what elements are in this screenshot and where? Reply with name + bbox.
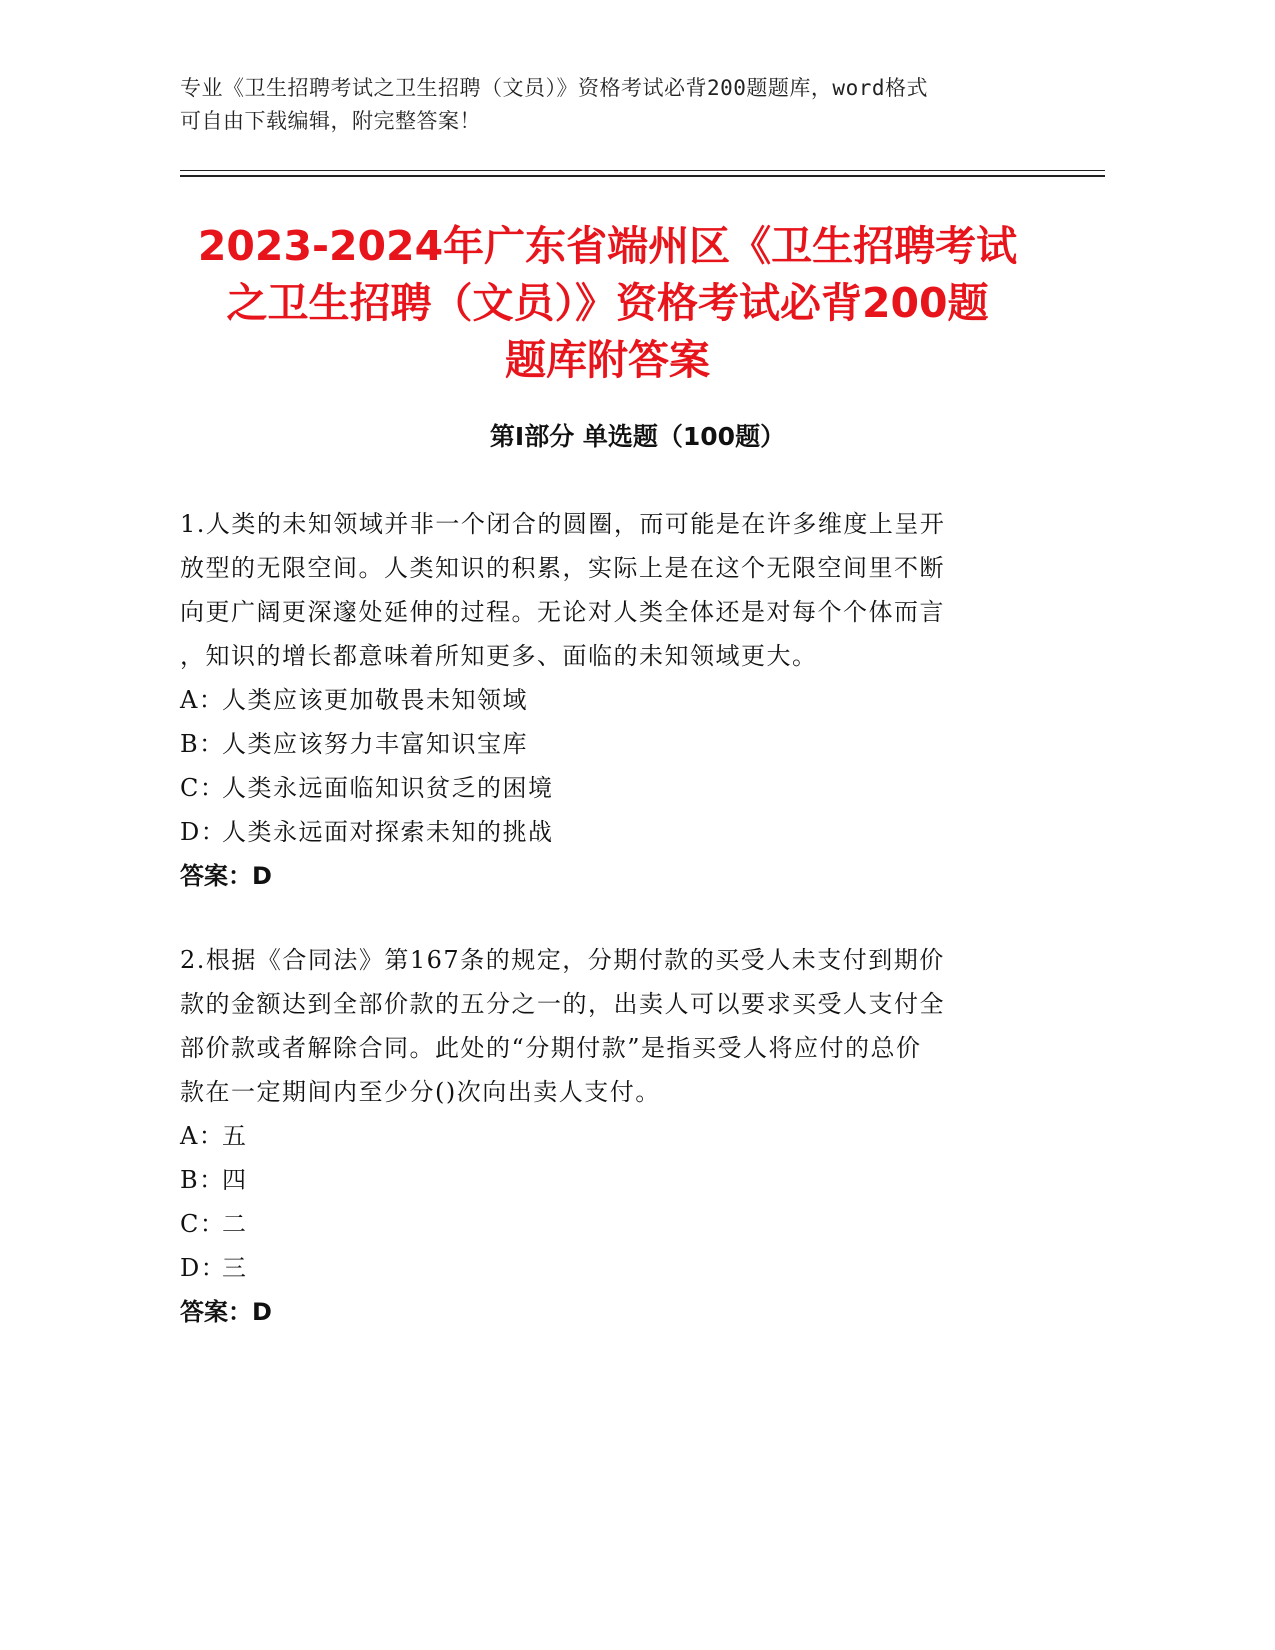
question-2	[180, 938, 1020, 1334]
title-line-3: 题库附答案	[505, 336, 710, 384]
stem-line: ，知识的增长都意味着所知更多、面临的未知领域更大。	[180, 642, 818, 670]
question-stem	[180, 938, 1020, 1114]
option-a	[180, 1114, 1020, 1158]
option-text: 五	[222, 1122, 248, 1150]
option-letter: B：	[180, 730, 225, 758]
option-letter: D：	[180, 1254, 227, 1282]
stem-line: 向更广阔更深邃处延伸的过程。无论对人类全体还是对每个个体而言	[180, 598, 945, 626]
title-line-1: 2023-2024年广东省端州区《卫生招聘考试	[197, 222, 1018, 270]
option-text: 人类应该努力丰富知识宝库	[222, 730, 528, 758]
option-text: 人类永远面对探索未知的挑战	[222, 818, 554, 846]
option-d	[180, 810, 1020, 854]
header-divider-thick	[180, 175, 1105, 177]
option-text: 人类应该更加敬畏未知领域	[222, 686, 528, 714]
option-text: 三	[222, 1254, 248, 1282]
stem-line: 2.根据《合同法》第167条的规定，分期付款的买受人未支付到期价	[180, 946, 945, 974]
stem-line: 部价款或者解除合同。此处的“分期付款”是指买受人将应付的总价	[180, 1034, 922, 1062]
option-b	[180, 722, 1020, 766]
option-text: 人类永远面临知识贫乏的困境	[222, 774, 554, 802]
header-note	[180, 72, 1040, 138]
header-divider-thin	[180, 170, 1105, 171]
section-title: 第Ⅰ部分 单选题（100题）	[489, 422, 786, 451]
option-a	[180, 678, 1020, 722]
stem-line: 1.人类的未知领域并非一个闭合的圆圈，而可能是在许多维度上呈开	[180, 510, 946, 538]
answer-line: 答案：D	[180, 862, 272, 890]
stem-line: 款在一定期间内至少分()次向出卖人支付。	[180, 1078, 661, 1106]
option-letter: A：	[180, 1122, 225, 1150]
header-note-line-1: 专业《卫生招聘考试之卫生招聘（文员）》资格考试必背200题题库，word格式	[180, 76, 928, 100]
option-d	[180, 1246, 1020, 1290]
stem-line: 放型的无限空间。人类知识的积累，实际上是在这个无限空间里不断	[180, 554, 945, 582]
document-title	[150, 218, 1065, 389]
option-c	[180, 766, 1020, 810]
question-stem	[180, 502, 1020, 678]
option-letter: D：	[180, 818, 227, 846]
option-letter: C：	[180, 1210, 226, 1238]
option-c	[180, 1202, 1020, 1246]
option-b	[180, 1158, 1020, 1202]
question-1	[180, 502, 1020, 898]
option-letter: A：	[180, 686, 225, 714]
stem-line: 款的金额达到全部价款的五分之一的，出卖人可以要求买受人支付全	[180, 990, 945, 1018]
answer-line: 答案：D	[180, 1298, 272, 1326]
option-letter: B：	[180, 1166, 225, 1194]
option-text: 二	[222, 1210, 248, 1238]
title-line-2: 之卫生招聘（文员）》资格考试必背200题	[226, 279, 989, 327]
option-text: 四	[222, 1166, 248, 1194]
option-letter: C：	[180, 774, 226, 802]
header-note-line-2: 可自由下载编辑，附完整答案！	[180, 109, 481, 133]
